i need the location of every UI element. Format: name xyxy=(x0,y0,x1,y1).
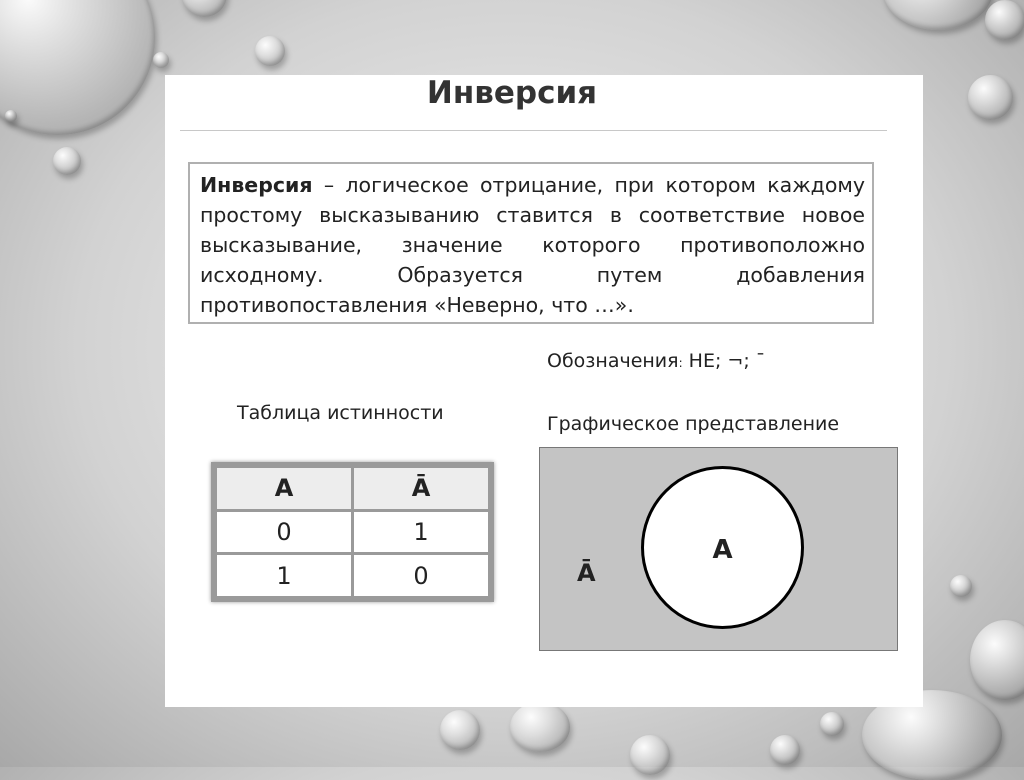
decorative-drop xyxy=(770,735,800,765)
decorative-drop xyxy=(255,36,285,66)
table-cell: 0 xyxy=(216,510,353,554)
title-divider xyxy=(180,130,887,131)
notation-symbols: НЕ; ¬; ¯ xyxy=(682,350,766,372)
decorative-drop xyxy=(153,52,169,68)
definition-term: Инверсия xyxy=(200,173,313,197)
complement-label: Ā xyxy=(577,559,596,587)
header-cell-a: A xyxy=(216,467,353,511)
set-a-label: A xyxy=(712,535,733,565)
graphic-caption: Графическое представление xyxy=(547,413,840,435)
definition-line-4: исходному. Образуется путем добавления xyxy=(200,263,865,287)
truth-table-header-row xyxy=(216,467,490,511)
truth-table xyxy=(211,462,494,602)
decorative-drop xyxy=(950,575,972,597)
notation-label: Обозначения xyxy=(547,350,679,372)
decorative-drop xyxy=(53,147,81,175)
definition-line-1-text: – логическое отрицание, при котором каждому xyxy=(312,173,865,197)
decorative-drop xyxy=(182,0,227,17)
decorative-drop xyxy=(440,710,480,750)
table-cell: 1 xyxy=(353,510,490,554)
truth-table-caption: Таблица истинности xyxy=(237,402,444,424)
table-row xyxy=(216,510,490,554)
notation-text xyxy=(547,350,765,372)
decorative-drop xyxy=(510,702,570,752)
set-a-circle xyxy=(641,466,804,629)
definition-line-2: простому высказыванию ставится в соответствие новое xyxy=(200,203,865,227)
notation-colon: : xyxy=(678,356,683,370)
decorative-drop xyxy=(630,735,670,775)
definition-line-5: противопоставления «Неверно, что …». xyxy=(200,293,634,317)
decorative-drop xyxy=(970,620,1024,700)
header-cell-not-a: Ā xyxy=(353,467,490,511)
table-row xyxy=(216,554,490,598)
venn-diagram xyxy=(539,447,898,651)
definition-line-1 xyxy=(200,170,865,200)
table-cell: 0 xyxy=(353,554,490,598)
decorative-drop xyxy=(5,110,17,122)
decorative-drop xyxy=(820,712,844,736)
decorative-drop xyxy=(985,0,1024,40)
decorative-drop xyxy=(883,0,993,30)
table-cell: 1 xyxy=(216,554,353,598)
page-title: Инверсия xyxy=(426,75,598,111)
decorative-drop xyxy=(0,0,155,135)
definition-line-3: высказывание, значение которого противоположно xyxy=(200,233,865,257)
